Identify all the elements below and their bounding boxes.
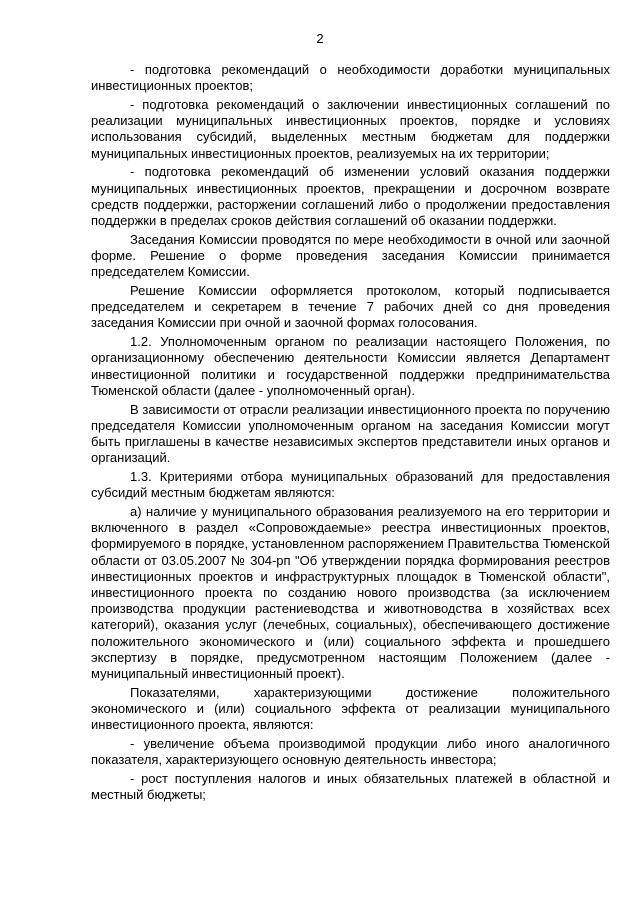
paragraph: Решение Комиссии оформляется протоколом, который подписывается председателем и секретарем в течение 7 рабочих дней со дня проведения заседания Комиссии при очной и заочной формах голосования. — [91, 283, 610, 331]
paragraph: 1.3. Критериями отбора муниципальных образований для предоставления субсидий местным бюджетам являются: — [91, 469, 610, 501]
paragraph: а) наличие у муниципального образования реализуемого на его территории и включенного в раздел «Сопровождаемые» реестра инвестиционных проектов, формируемого в порядке, установленном распоряжением Правительства Тюменской области от 03.05.2007 № 304-рп "Об утверждении порядка формирования реестров инвестиционных проектов и инфраструктурных площадок в Тюменской области", инвестиционного проекта по созданию нового производства (за исключением производства продукции растениеводства и животноводства в хозяйствах всех категорий), оказания услуг (лечебных, социальных), обеспечивающего достижение положительного экономического и (или) социального эффекта и прошедшего экспертизу в порядке, предусмотренном настоящим Положением (далее - муниципальный инвестиционный проект). — [91, 504, 610, 682]
page-number: 2 — [316, 31, 324, 46]
paragraph: В зависимости от отрасли реализации инвестиционного проекта по поручению председателя Комиссии уполномоченным органом на заседания Комиссии могут быть приглашены в качестве независимых экспертов представители иных органов и организаций. — [91, 401, 610, 466]
paragraph: - подготовка рекомендаций об изменении условий оказания поддержки муниципальных инвестиционных проектов, прекращении и досрочном возврате средств поддержки, расторжении соглашений либо о продолжении предоставления поддержки в пределах сроков действия соглашений об оказании поддержки. — [91, 164, 610, 229]
paragraph: 1.2. Уполномоченным органом по реализации настоящего Положения, по организационному обеспечению деятельности Комиссии является Департамент инвестиционной политики и государственной поддержки предпринимательства Тюменской области (далее - уполномоченный орган). — [91, 334, 610, 398]
paragraph: Показателями, характеризующими достижение положительного экономического и (или) социального эффекта от реализации муниципального инвестиционного проекта, являются: — [91, 684, 610, 733]
paragraph: - рост поступления налогов и иных обязательных платежей в областной и местный бюджеты; — [91, 771, 610, 803]
document-body — [91, 62, 610, 806]
paragraph: - подготовка рекомендаций о заключении инвестиционных соглашений по реализации муниципальных инвестиционных проектов, порядке и условиях использования субсидий, выделенных местным бюджетам для поддержки муниципальных инвестиционных проектов, реализуемых на их территории; — [91, 97, 610, 161]
paragraph: Заседания Комиссии проводятся по мере необходимости в очной или заочной форме. Решение о форме проведения заседания Комиссии принимается председателем Комиссии. — [91, 231, 610, 280]
paragraph: - увеличение объема производимой продукции либо иного аналогичного показателя, характеризующего основную деятельность инвестора; — [91, 736, 610, 768]
paragraph: - подготовка рекомендаций о необходимости доработки муниципальных инвестиционных проектов; — [91, 62, 610, 94]
